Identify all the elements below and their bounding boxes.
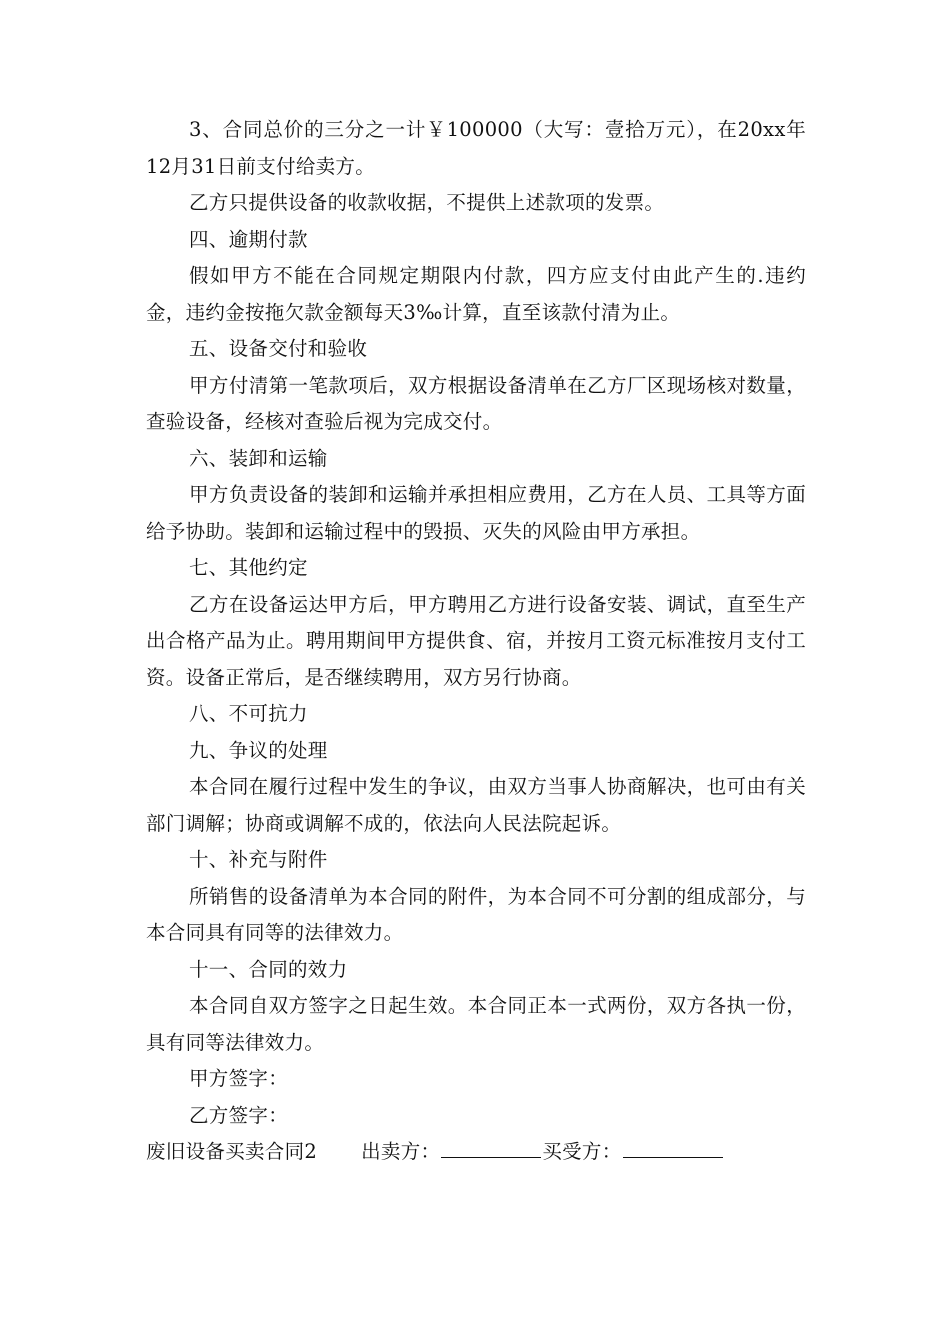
seller-blank-line[interactable] (441, 1135, 541, 1158)
heading-force-majeure: 八、不可抗力 (189, 702, 308, 725)
paragraph-payment-third: 3、合同总价的三分之一计￥100000（大写：壹拾万元），在20xx年12月31日前支付给卖方。 (146, 118, 806, 178)
heading-loading-transport: 六、装卸和运输 (189, 446, 328, 470)
paragraph-other-agreements: 乙方在设备运达甲方后，甲方聘用乙方进行设备安装、调试，直至生产出合格产品为止。聘用期间甲方提供食、宿，并按月工资元标准按月支付工资。设备正常后，是否继续聘用，双方另行协商。 (146, 592, 806, 689)
paragraph-dispute-resolution: 本合同在履行过程中发生的争议，由双方当事人协商解决，也可由有关部门调解；协商或调解不成的，依法向人民法院起诉。 (146, 775, 806, 835)
heading-contract-validity: 十一、合同的效力 (189, 957, 348, 981)
paragraph-receipt-note: 乙方只提供设备的收款收据，不提供上述款项的发票。 (189, 191, 665, 214)
paragraph-late-payment: 假如甲方不能在合同规定期限内付款，四方应支付由此产生的.违约金，违约金按拖欠款金额每天3‰计算，直至该款付清为止。 (146, 264, 806, 324)
heading-supplements-attachments: 十、补充与附件 (189, 848, 328, 871)
paragraph-supplements-attachments: 所销售的设备清单为本合同的附件，为本合同不可分割的组成部分，与本合同具有同等的法律效力。 (146, 884, 806, 944)
heading-dispute-resolution: 九、争议的处理 (189, 738, 328, 762)
paragraph-loading-transport: 甲方负责设备的装卸和运输并承担相应费用，乙方在人员、工具等方面给予协助。装卸和运输过程中的毁损、灭失的风险由甲方承担。 (146, 483, 806, 543)
buyer-label: 买受方： (542, 1140, 622, 1163)
heading-delivery-acceptance: 五、设备交付和验收 (189, 337, 368, 360)
paragraph-delivery-acceptance: 甲方付清第一笔款项后，双方根据设备清单在乙方厂区现场核对数量，查验设备，经核对查验后视为完成交付。 (146, 373, 806, 433)
seller-label: 出卖方： (361, 1140, 441, 1163)
party-a-signature: 甲方签字： (189, 1067, 289, 1090)
heading-other-agreements: 七、其他约定 (189, 556, 308, 579)
buyer-blank-line[interactable] (623, 1135, 723, 1158)
heading-late-payment: 四、逾期付款 (189, 227, 308, 251)
paragraph-contract-validity: 本合同自双方签字之日起生效。本合同正本一式两份，双方各执一份，具有同等法律效力。 (146, 994, 806, 1054)
party-b-signature: 乙方签字： (189, 1103, 289, 1127)
next-contract-title: 废旧设备买卖合同2 (146, 1140, 318, 1163)
next-contract-header (146, 1134, 806, 1171)
